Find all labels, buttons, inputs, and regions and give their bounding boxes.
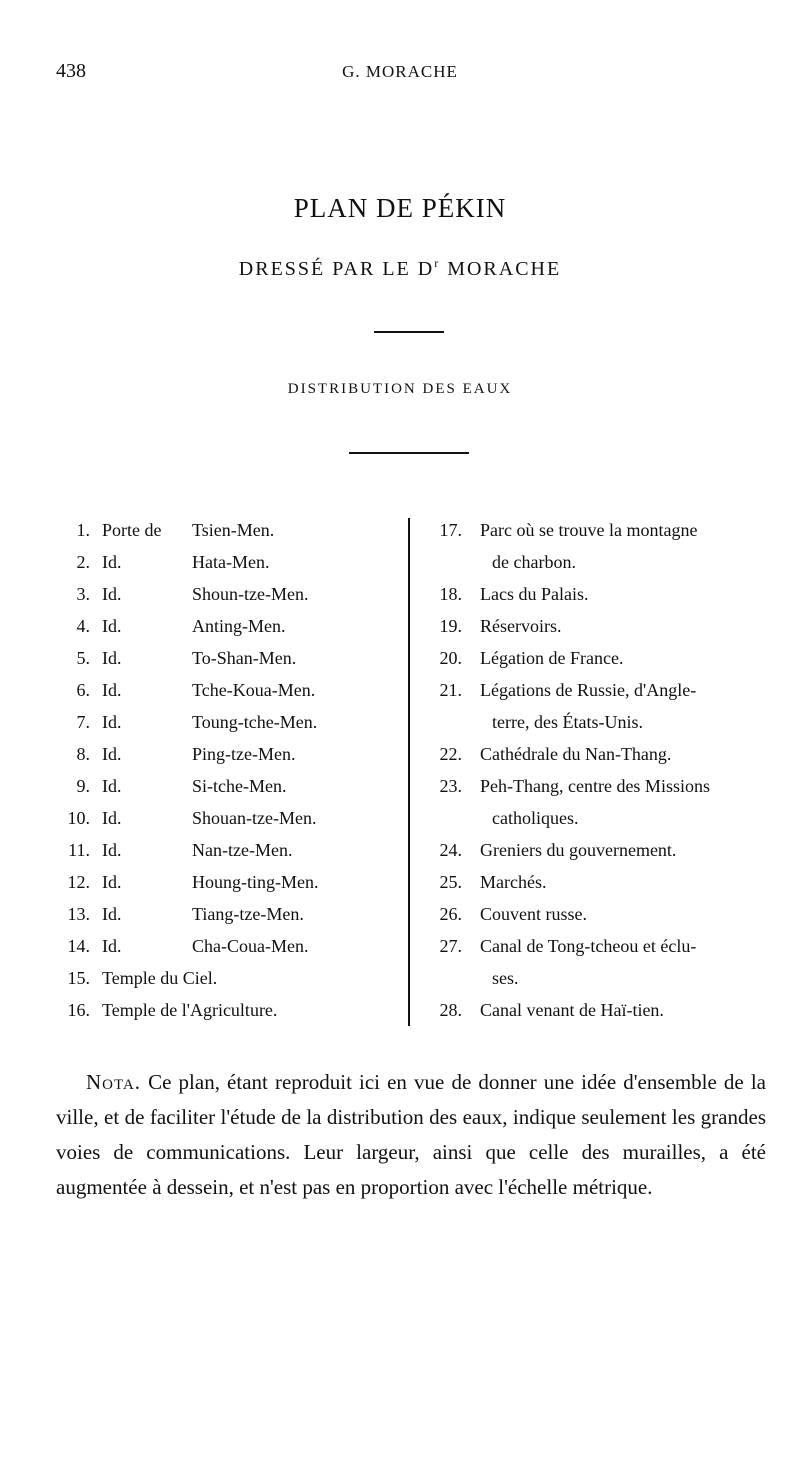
subtitle-superscript: r xyxy=(434,256,441,270)
legend-number: 4. xyxy=(76,616,90,636)
legend-number: 12. xyxy=(67,872,90,892)
nota-label: Nota. xyxy=(86,1070,142,1094)
legend-item xyxy=(56,582,401,614)
plan-title: PLAN DE PÉKIN xyxy=(293,193,507,223)
legend-item xyxy=(56,998,401,1030)
legend-gate-name: Nan-tze-Men. xyxy=(192,840,293,860)
section-divider xyxy=(349,452,469,454)
plan-subtitle xyxy=(0,258,800,281)
legend-text: Parc où se trouve la montagne xyxy=(480,520,698,540)
legend-label: Temple du Ciel. xyxy=(102,968,218,988)
legend-text: Canal de Tong-tcheou et éclu- xyxy=(480,936,697,956)
legend-gate-name: Toung-tche-Men. xyxy=(192,712,318,732)
title-divider xyxy=(374,331,444,333)
legend-number: 2. xyxy=(76,552,90,572)
page-number: 438 xyxy=(56,60,86,82)
legend-item xyxy=(428,838,776,870)
column-divider xyxy=(408,518,410,1026)
running-author: G. MORACHE xyxy=(342,62,458,81)
legend-number: 5. xyxy=(76,648,90,668)
legend-item xyxy=(56,870,401,902)
legend-label: Id. xyxy=(102,744,122,764)
legend-label: Porte de xyxy=(102,520,162,540)
legend-number: 27. xyxy=(439,936,462,956)
legend-item xyxy=(428,870,776,902)
legend-text-continuation: ses. xyxy=(492,968,519,988)
legend-number: 26. xyxy=(439,904,462,924)
section-title: DISTRIBUTION DES EAUX xyxy=(287,381,513,397)
legend-item xyxy=(428,902,776,934)
legend-item xyxy=(56,774,401,806)
legend-item xyxy=(56,646,401,678)
legend-item xyxy=(56,742,401,774)
legend-label: Id. xyxy=(102,584,122,604)
legend-label: Id. xyxy=(102,872,122,892)
legend-number: 16. xyxy=(67,1000,90,1020)
legend-label: Id. xyxy=(102,648,122,668)
legend-label: Id. xyxy=(102,808,122,828)
legend-gate-name: Shouan-tze-Men. xyxy=(192,808,317,828)
legend-gate-name: Hata-Men. xyxy=(192,552,270,572)
legend-text: Canal venant de Haï-tien. xyxy=(480,1000,664,1020)
legend-text: Cathédrale du Nan-Thang. xyxy=(480,744,672,764)
legend-item xyxy=(56,518,401,550)
legend-number: 15. xyxy=(67,968,90,988)
legend-number: 11. xyxy=(68,840,90,860)
legend-text-continuation: terre, des États-Unis. xyxy=(492,712,643,732)
nota-text: Ce plan, étant reproduit ici en vue de donner une idée d'ensemble de la ville, et de faciliter l'étude de la distribution des eaux, indique seulement les grandes voies de communications. Leur largeur, ainsi que celle des murailles, a été augmentée à dessein, et n'est pas en proportion avec l'échelle métrique. xyxy=(56,1070,766,1199)
legend-text: Marchés. xyxy=(480,872,547,892)
legend-text: Couvent russe. xyxy=(480,904,587,924)
legend-text-continuation: catholiques. xyxy=(492,808,579,828)
legend-text: Peh-Thang, centre des Missions xyxy=(480,776,710,796)
legend-label: Id. xyxy=(102,776,122,796)
legend-item xyxy=(56,966,401,998)
legend-number: 19. xyxy=(439,616,462,636)
legend-item xyxy=(56,934,401,966)
legend-gate-name: Cha-Coua-Men. xyxy=(192,936,309,956)
legend-item xyxy=(428,646,776,678)
legend-number: 6. xyxy=(76,680,90,700)
legend-item xyxy=(428,774,776,806)
legend-item xyxy=(428,966,776,998)
legend-text: Réservoirs. xyxy=(480,616,562,636)
legend-number: 10. xyxy=(67,808,90,828)
legend-item xyxy=(56,550,401,582)
legend-item xyxy=(428,806,776,838)
legend-item xyxy=(56,838,401,870)
legend-right-column xyxy=(428,518,776,1030)
legend-item xyxy=(428,550,776,582)
legend-item xyxy=(428,678,776,710)
legend-gate-name: Houng-ting-Men. xyxy=(192,872,319,892)
legend-label: Id. xyxy=(102,712,122,732)
legend-number: 20. xyxy=(439,648,462,668)
legend-number: 3. xyxy=(76,584,90,604)
legend-gate-name: Ping-tze-Men. xyxy=(192,744,296,764)
legend-number: 8. xyxy=(76,744,90,764)
legend-item xyxy=(56,710,401,742)
running-header xyxy=(56,60,744,90)
subtitle-after: MORACHE xyxy=(440,258,562,280)
legend-label: Id. xyxy=(102,936,122,956)
legend-item xyxy=(428,582,776,614)
legend-label: Id. xyxy=(102,840,122,860)
legend-item xyxy=(428,742,776,774)
nota-paragraph xyxy=(56,1065,766,1205)
legend-item xyxy=(428,518,776,550)
legend-number: 13. xyxy=(67,904,90,924)
legend-number: 23. xyxy=(439,776,462,796)
legend-text: Légations de Russie, d'Angle- xyxy=(480,680,697,700)
legend-number: 21. xyxy=(439,680,462,700)
legend-label: Id. xyxy=(102,680,122,700)
legend-item xyxy=(428,710,776,742)
legend-gate-name: Tche-Koua-Men. xyxy=(192,680,316,700)
legend-number: 25. xyxy=(439,872,462,892)
legend-gate-name: Tiang-tze-Men. xyxy=(192,904,304,924)
legend-item xyxy=(428,614,776,646)
legend-label: Id. xyxy=(102,904,122,924)
legend-item xyxy=(56,678,401,710)
legend-item xyxy=(428,934,776,966)
legend-text-continuation: de charbon. xyxy=(492,552,576,572)
legend-item xyxy=(56,902,401,934)
legend-label: Id. xyxy=(102,552,122,572)
legend-number: 14. xyxy=(67,936,90,956)
legend-gate-name: Tsien-Men. xyxy=(192,520,275,540)
legend-text: Légation de France. xyxy=(480,648,624,668)
legend-gate-name: Shoun-tze-Men. xyxy=(192,584,309,604)
legend-number: 18. xyxy=(439,584,462,604)
legend-number: 9. xyxy=(76,776,90,796)
legend-number: 1. xyxy=(76,520,90,540)
legend-gate-name: Anting-Men. xyxy=(192,616,286,636)
legend-item xyxy=(428,998,776,1030)
legend-number: 24. xyxy=(439,840,462,860)
legend-gate-name: To-Shan-Men. xyxy=(192,648,297,668)
legend-number: 7. xyxy=(76,712,90,732)
legend-item xyxy=(56,614,401,646)
legend-gate-name: Si-tche-Men. xyxy=(192,776,287,796)
legend-number: 17. xyxy=(439,520,462,540)
legend-label: Temple de l'Agriculture. xyxy=(102,1000,278,1020)
legend-left-column xyxy=(56,518,401,1030)
legend-text: Greniers du gouvernement. xyxy=(480,840,677,860)
legend-number: 28. xyxy=(439,1000,462,1020)
legend-text: Lacs du Palais. xyxy=(480,584,589,604)
subtitle-before: DRESSÉ PAR LE D xyxy=(238,258,435,280)
legend-item xyxy=(56,806,401,838)
legend-number: 22. xyxy=(439,744,462,764)
legend-label: Id. xyxy=(102,616,122,636)
